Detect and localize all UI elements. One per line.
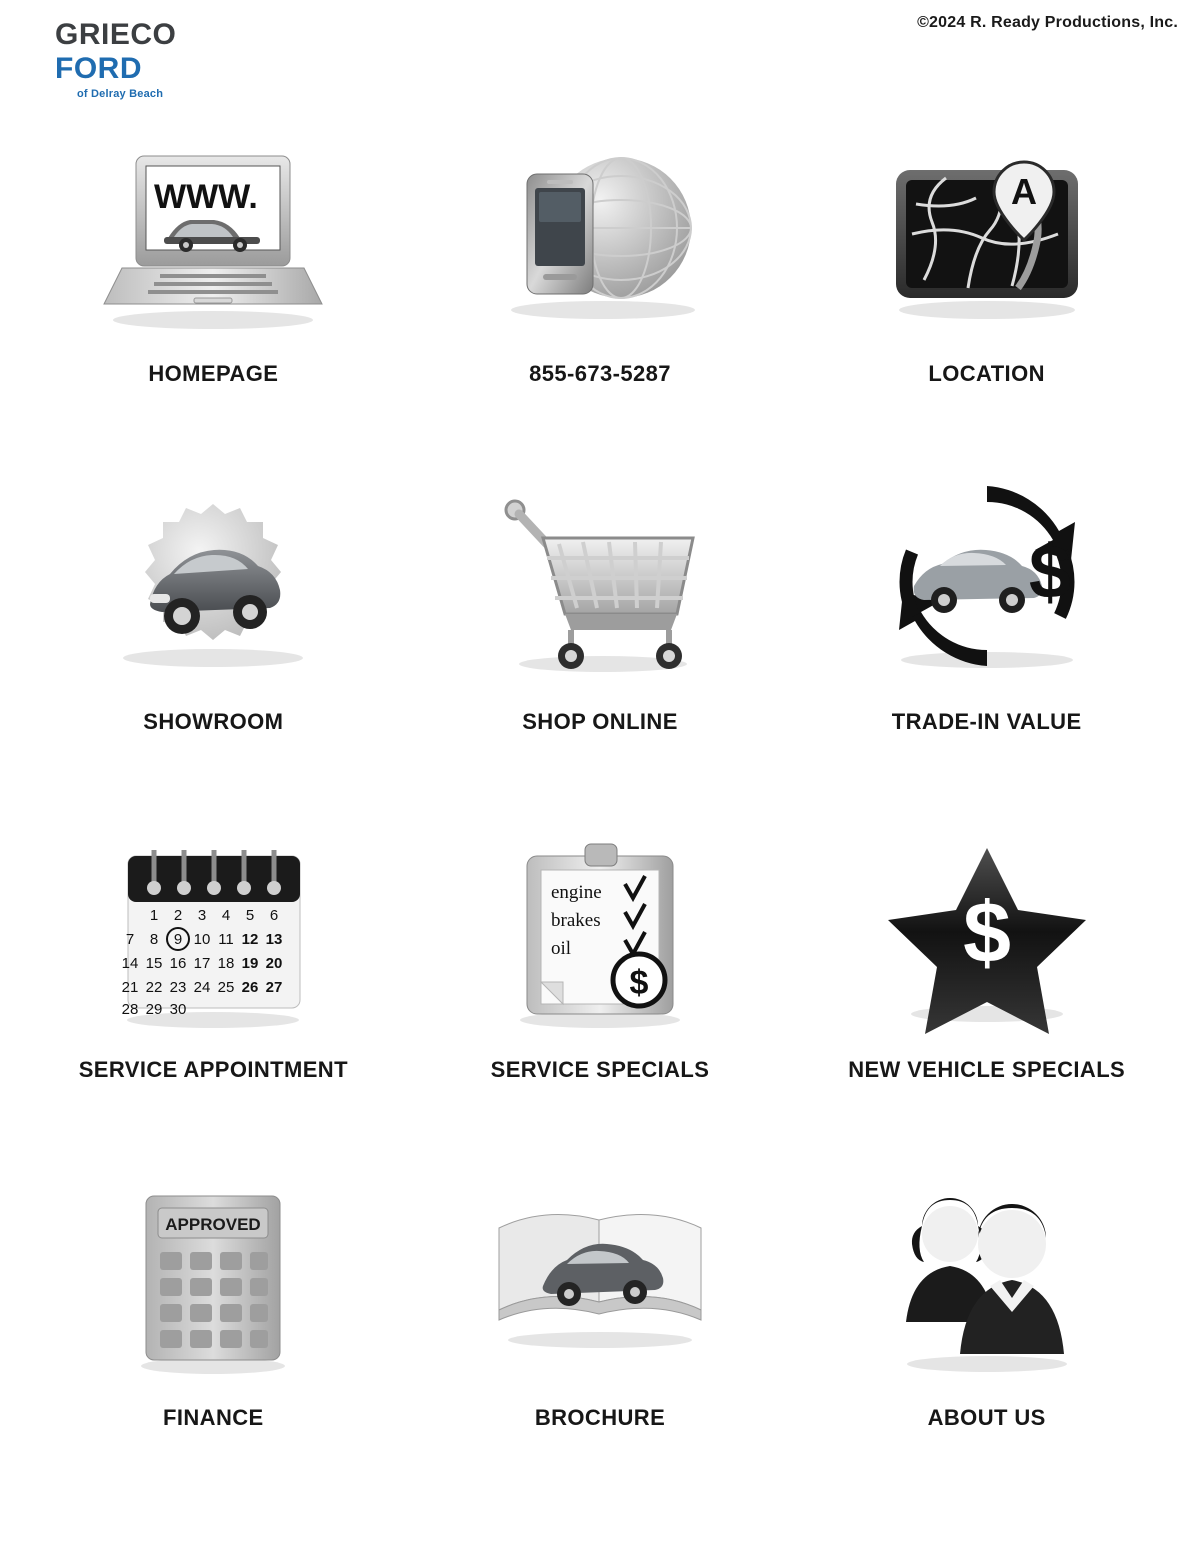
tile-homepage[interactable] [20, 130, 407, 478]
tile-label: LOCATION [928, 361, 1045, 386]
svg-text:15: 15 [145, 954, 163, 972]
svg-text:1: 1 [150, 906, 159, 924]
svg-text:engine: engine [550, 881, 602, 903]
svg-text:4: 4 [222, 906, 231, 924]
tile-shop-online[interactable] [407, 478, 794, 826]
svg-text:oil: oil [550, 937, 572, 959]
open-book-car-icon [407, 1174, 794, 1389]
clipboard-checklist-icon [407, 826, 794, 1041]
svg-text:$: $ [962, 884, 1011, 981]
svg-text:8: 8 [150, 930, 159, 948]
svg-text:WWW.: WWW. [154, 177, 259, 216]
svg-text:13: 13 [265, 930, 283, 948]
star-dollar-icon [793, 826, 1180, 1041]
svg-text:23: 23 [169, 978, 187, 996]
svg-text:18: 18 [217, 954, 235, 972]
svg-text:$: $ [629, 963, 649, 1002]
svg-text:APPROVED: APPROVED [165, 1214, 262, 1234]
tile-trade-in-value[interactable] [793, 478, 1180, 826]
svg-text:10: 10 [193, 930, 211, 948]
tile-new-vehicle-specials[interactable] [793, 826, 1180, 1174]
phone-globe-icon [407, 130, 794, 345]
svg-text:3: 3 [198, 906, 207, 924]
tile-label: HOMEPAGE [148, 361, 279, 386]
tile-label: SHOP ONLINE [522, 709, 678, 734]
svg-text:14: 14 [121, 954, 139, 972]
dollar-sign: $ [1028, 529, 1071, 615]
svg-text:2: 2 [174, 906, 183, 924]
dealer-logo [55, 20, 176, 100]
svg-text:9: 9 [174, 930, 183, 948]
tile-about-us[interactable] [793, 1174, 1180, 1522]
calculator-approved-icon [20, 1174, 407, 1389]
tile-label: 855-673-5287 [529, 361, 671, 386]
tile-brochure[interactable] [407, 1174, 794, 1522]
tile-service-specials[interactable] [407, 826, 794, 1174]
svg-text:22: 22 [145, 978, 163, 996]
svg-text:12: 12 [241, 930, 259, 948]
tile-label: NEW VEHICLE SPECIALS [848, 1057, 1126, 1082]
svg-text:17: 17 [193, 954, 211, 972]
logo-line-ford: FORD [55, 52, 142, 85]
tile-label: SHOWROOM [143, 709, 284, 734]
laptop-www-icon [20, 130, 407, 345]
svg-text:7: 7 [126, 930, 135, 948]
tile-label: SERVICE APPOINTMENT [78, 1057, 348, 1082]
svg-text:30: 30 [169, 1000, 187, 1018]
svg-text:25: 25 [217, 978, 235, 996]
svg-text:28: 28 [121, 1000, 139, 1018]
tile-label: SERVICE SPECIALS [490, 1057, 710, 1082]
menu-grid [0, 130, 1200, 1522]
map-pin-icon [793, 130, 1180, 345]
calendar-icon [20, 826, 407, 1041]
tile-showroom[interactable] [20, 478, 407, 826]
copyright-text: ©2024 R. Ready Productions, Inc. [917, 14, 1178, 31]
logo-line-grieco: GRIECO [55, 18, 177, 51]
svg-text:brakes: brakes [550, 909, 601, 931]
people-icon [793, 1174, 1180, 1389]
tile-service-appointment[interactable] [20, 826, 407, 1174]
car-dollar-cycle-icon [793, 478, 1180, 693]
svg-text:26: 26 [241, 978, 259, 996]
svg-text:19: 19 [241, 954, 259, 972]
tile-finance[interactable] [20, 1174, 407, 1522]
tile-phone[interactable] [407, 130, 794, 478]
car-badge-icon [20, 478, 407, 693]
tile-label: TRADE-IN VALUE [891, 709, 1082, 734]
shopping-cart-icon [407, 478, 794, 693]
tile-label: ABOUT US [927, 1405, 1046, 1430]
svg-text:29: 29 [145, 1000, 163, 1018]
svg-text:6: 6 [270, 906, 279, 924]
tile-location[interactable] [793, 130, 1180, 478]
svg-text:20: 20 [265, 954, 283, 972]
svg-text:16: 16 [169, 954, 187, 972]
page-header [0, 0, 1200, 130]
svg-text:21: 21 [121, 978, 139, 996]
tile-label: FINANCE [163, 1405, 264, 1430]
svg-text:24: 24 [193, 978, 211, 996]
logo-line-location: of Delray Beach [77, 88, 164, 100]
svg-text:11: 11 [218, 930, 235, 948]
map-marker-letter: A [1010, 170, 1037, 212]
tile-label: BROCHURE [534, 1405, 666, 1430]
svg-text:5: 5 [246, 906, 255, 924]
svg-text:27: 27 [265, 978, 283, 996]
